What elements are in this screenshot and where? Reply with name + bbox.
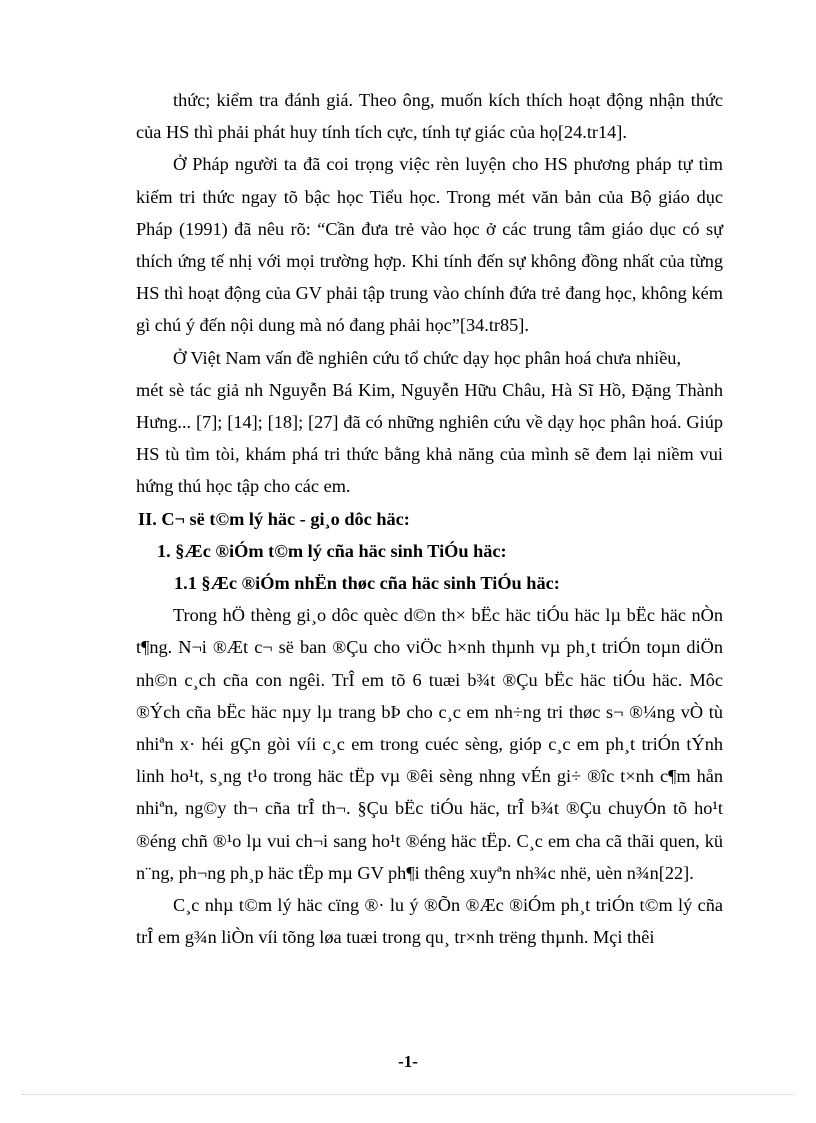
sub-subsection-heading: 1.1 §Æc ®iÓm nhËn thøc cña häc sinh TiÓu häc: bbox=[174, 573, 560, 594]
paragraph: C¸c nhµ t©m lý häc cïng ®· lu ý ®Õn ®Æc ®iÓm ph¸t triÓn t©m lý cña trÎ em g¾n liÒn víi tõng løa tuæi trong qu¸ tr×nh trëng thµnh. Mçi thêi bbox=[136, 895, 723, 948]
page-body bbox=[136, 84, 723, 953]
page-break-divider bbox=[22, 1094, 794, 1095]
paragraph: thức; kiểm tra đánh giá. Theo ông, muốn kích thích hoạt động nhận thức của HS thì phải phát huy tính tích cực, tính tự giác của họ[24.tr14]. bbox=[136, 90, 723, 143]
paragraph: Ở Pháp người ta đã coi trọng việc rèn luyện cho HS phương pháp tự tìm kiếm tri thức ngay tõ bậc học Tiểu học. Trong mét văn bản của Bộ giáo dục Pháp (1991) đã nêu rõ: “Cần đưa trẻ vào học ở các trung tâm giáo dục có sự thích ứng tế nhị với mọi trường hợp. Khi tính đến sự không đồng nhất của từng HS thì hoạt động của GV phải tập trung vào chính đứa trẻ đang học, không kém gì chú ý đến nội dung mà nó đang phải học”[34.tr85]. bbox=[136, 154, 723, 336]
subsection-heading: 1. §Æc ®iÓm t©m lý cña häc sinh TiÓu häc: bbox=[157, 540, 507, 561]
paragraph: Ở Việt Nam vấn đề nghiên cứu tổ chức dạy học phân hoá chưa nhiều, bbox=[173, 347, 682, 368]
page-number: -1- bbox=[398, 1052, 418, 1071]
paragraph: Trong hÖ thèng gi¸o dôc quèc d©n th× bËc häc tiÓu häc lµ bËc häc nÒn t¶ng. N¬i ®Æt c¬ së ban ®Çu cho viÖc h×nh thµnh vµ ph¸t triÓn toµn diÖn nh©n c¸ch cña con ngêi. TrÎ em tõ 6 tuæi b¾t ®Çu bËc häc tiÓu häc. Môc ®Ých cña bËc häc nµy lµ trang bÞ cho c¸c em nh÷ng tri thøc s¬ ®¼ng vÒ tù nhiªn x· héi gÇn gòi víi c¸c em trong cuéc sèng, gióp c¸c em ph¸t triÓn tÝnh linh ho¹t, s¸ng t¹o trong häc tËp vµ ®êi sèng nhng vÉn gi÷ ®îc t×nh c¶m hån nhiªn, ng©y th¬ cña trÎ th¬. §Çu bËc tiÓu häc, trÎ b¾t ®Çu chuyÓn tõ ho¹t ®éng chñ ®¹o lµ vui ch¬i sang ho¹t ®éng häc tËp. C¸c em cha cã thãi quen, kü n¨ng, ph¬ng ph¸p häc tËp mµ GV ph¶i thêng xuyªn nh¾c nhë, uèn n¾n[22]. bbox=[136, 605, 723, 883]
paragraph: mét sè tác giả nh Nguyễn Bá Kim, Nguyễn Hữu Châu, Hà Sĩ Hồ, Đặng Thành Hưng... [7]; [14]; [18]; [27] đã có những nghiên cứu về dạy học phân hoá. Giúp HS tù tìm tòi, khám phá tri thức bằng khả năng của mình sẽ đem lại niềm vui hứng thú học tập cho các em. bbox=[136, 379, 723, 497]
section-heading: II. C¬ së t©m lý häc - gi¸o dôc häc: bbox=[138, 508, 410, 529]
